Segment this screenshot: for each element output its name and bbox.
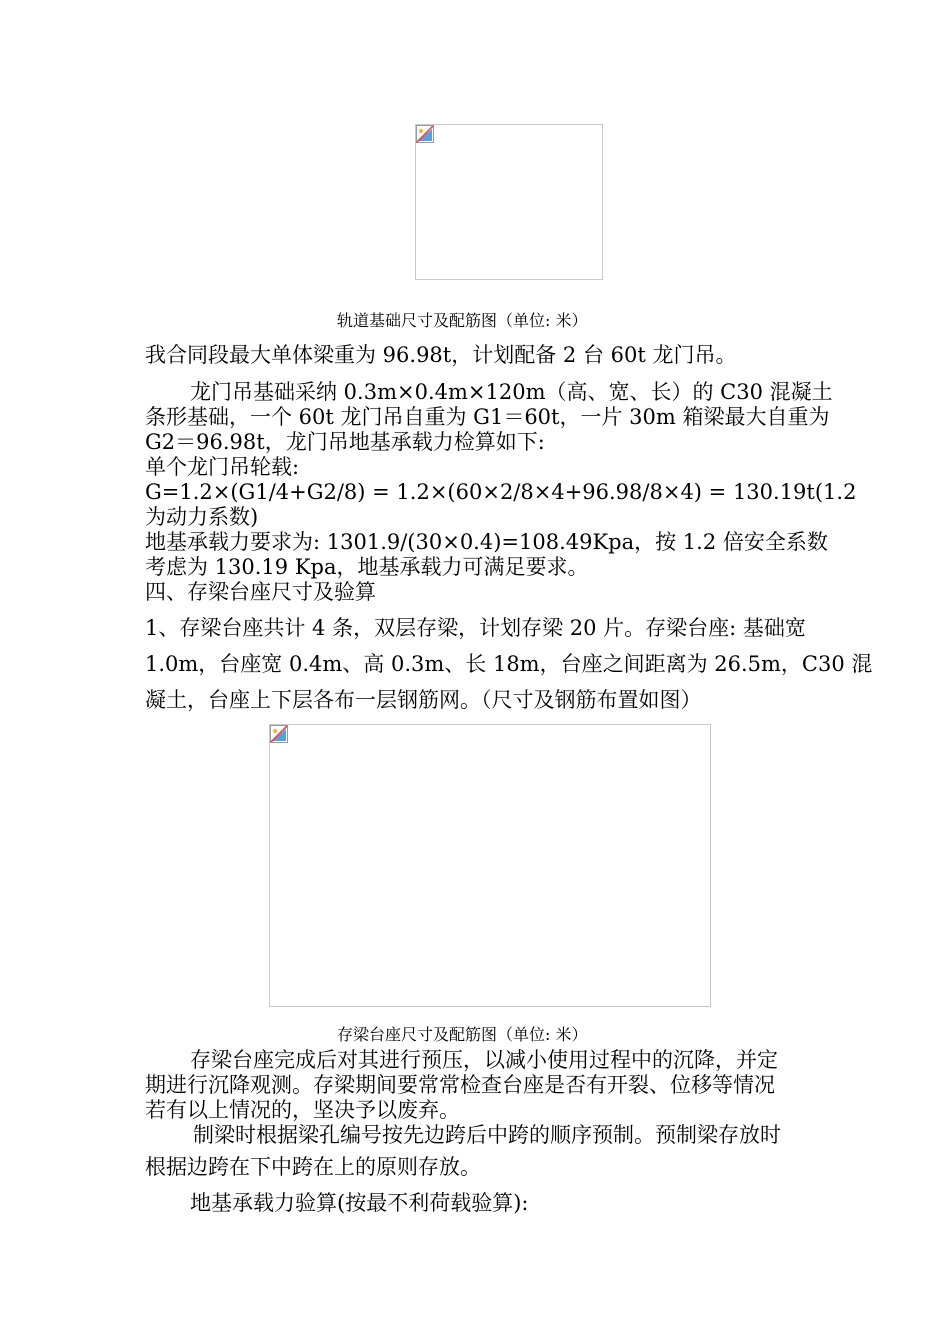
preload-line-3: 若有以上情况的，坚决予以废弃。 [145, 1098, 460, 1122]
order-line-2: 根据边跨在下中跨在上的原则存放。 [145, 1155, 481, 1179]
gantry-line-1: 龙门吊基础采纳 0.3m×0.4m×120m（高、宽、长）的 C30 混凝土 [190, 380, 833, 404]
broken-image-icon [416, 125, 434, 143]
figure1-caption: 轨道基础尺寸及配筋图（单位: 米） [337, 311, 588, 330]
item1-line-3: 凝土，台座上下层各布一层钢筋网。（尺寸及钢筋布置如图） [145, 688, 702, 712]
broken-image-icon [270, 725, 288, 743]
preload-line-1: 存梁台座完成后对其进行预压，以减小使用过程中的沉降，并定 [190, 1048, 778, 1072]
figure-track-foundation [415, 124, 603, 280]
formula-line-1: G=1.2×(G1/4+G2/8) = 1.2×(60×2/8×4+96.98/8×4) = 130.19t(1.2 [145, 480, 857, 504]
gantry-line-3: G2＝96.98t，龙门吊地基承载力检算如下: [145, 430, 545, 454]
figure2-caption: 存梁台座尺寸及配筋图（单位: 米） [337, 1025, 588, 1044]
order-line-1: 制梁时根据梁孔编号按先边跨后中跨的顺序预制。预制梁存放时 [193, 1123, 781, 1147]
wheel-load-label: 单个龙门吊轮载: [145, 455, 300, 479]
preload-line-2: 期进行沉降观测。存梁期间要常常检查台座是否有开裂、位移等情况 [145, 1073, 775, 1097]
gantry-line-2: 条形基础，一个 60t 龙门吊自重为 G1＝60t，一片 30m 箱梁最大自重为 [145, 405, 830, 429]
bearing-line-2: 考虑为 130.19 Kpa，地基承载力可满足要求。 [145, 555, 589, 579]
section4-title: 四、存梁台座尺寸及验算 [145, 580, 376, 604]
check-title: 地基承载力验算(按最不利荷载验算): [190, 1191, 529, 1215]
formula-line-2: 为动力系数) [145, 505, 259, 529]
intro-paragraph: 我合同段最大单体梁重为 96.98t，计划配备 2 台 60t 龙门吊。 [145, 343, 737, 367]
figure-beam-storage-pedestal [269, 724, 711, 1007]
item1-line-1: 1、存梁台座共计 4 条，双层存梁，计划存梁 20 片。存梁台座: 基础宽 [145, 616, 806, 640]
bearing-line-1: 地基承载力要求为: 1301.9/(30×0.4)=108.49Kpa，按 1.2 倍安全系数 [145, 530, 828, 554]
item1-line-2: 1.0m，台座宽 0.4m、高 0.3m、长 18m，台座之间距离为 26.5m，C30 混 [145, 652, 873, 676]
